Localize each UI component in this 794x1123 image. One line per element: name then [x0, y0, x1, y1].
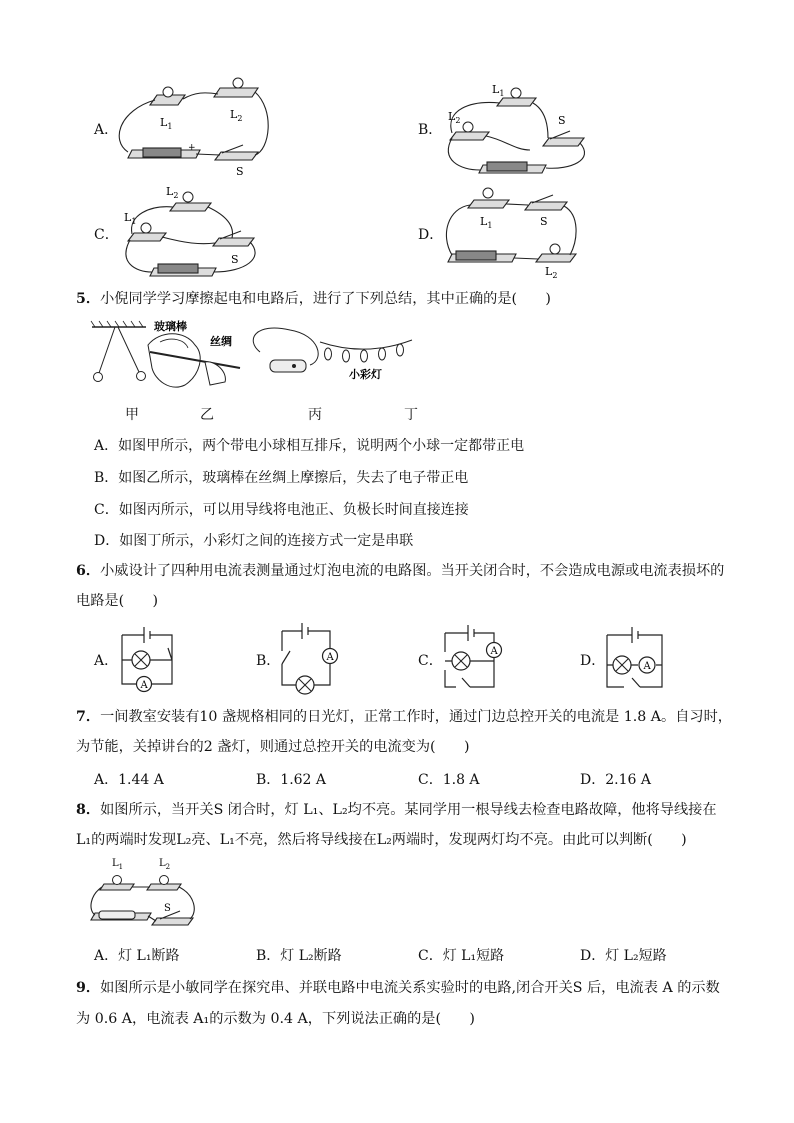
q6-option-a[interactable]: A． — [94, 653, 119, 669]
q5-label-small-lights: 小彩灯 — [349, 368, 382, 381]
q4b-l1: $L_1$ — [492, 83, 505, 98]
q5-label-glass-rod: 玻璃棒 — [154, 320, 187, 333]
q4c-s: S — [231, 253, 239, 266]
q4-option-a-label[interactable]: A． — [94, 122, 119, 138]
q4d-l1: $L_1$ — [480, 215, 493, 230]
q4-option-c-label[interactable]: C． — [94, 227, 119, 243]
svg-text:A: A — [326, 652, 334, 663]
q4b-s: S — [558, 114, 566, 127]
q9-stem-line1: 9．如图所示是小敏同学在探究串、并联电路中电流关系实验时的电路,闭合开关S 后，电流表 A 的示数 — [76, 980, 720, 996]
q5-option-c[interactable]: C．如图丙所示，可以用导线将电池正、负极长时间直接连接 — [94, 502, 469, 518]
q8-switch-s: S — [164, 903, 171, 914]
q6-option-b[interactable]: B． — [256, 653, 281, 669]
q5-caption-yi: 乙 — [200, 407, 214, 423]
q4d-l2: $L_2$ — [545, 265, 558, 280]
q4a-s: S — [236, 165, 244, 178]
q6-stem-line1: 6．小威设计了四种用电流表测量通过灯泡电流的电路图。当开关闭合时，不会造成电源或电流表损坏的 — [76, 563, 725, 579]
q4-option-d-label[interactable]: D． — [418, 227, 444, 243]
q4d-s: S — [540, 215, 548, 228]
q8-option-a[interactable]: A．灯 L₁断路 — [94, 948, 180, 964]
q7-option-b[interactable]: B．1.62 A — [256, 772, 327, 788]
q8-lamp-l1: $L_1$ — [112, 858, 124, 871]
q8-stem-line1: 8．如图所示，当开关S 闭合时，灯 L₁、L₂均不亮。某同学用一根导线去检查电路故障，他将导线接在 — [76, 802, 717, 818]
q4a-l2: $L_2$ — [230, 108, 243, 123]
q8-lamp-l2: $L_2$ — [159, 858, 171, 871]
q6-option-d[interactable]: D． — [580, 653, 606, 669]
q5-caption-bing: 丙 — [308, 407, 322, 423]
q7-option-d[interactable]: D．2.16 A — [580, 772, 651, 788]
q5-option-d[interactable]: D．如图丁所示，小彩灯之间的连接方式一定是串联 — [94, 533, 414, 549]
q4c-l2: $L_2$ — [166, 185, 179, 200]
svg-text:A: A — [490, 646, 498, 657]
q5-label-silk: 丝绸 — [210, 335, 232, 348]
q8-option-b[interactable]: B．灯 L₂断路 — [256, 948, 342, 964]
svg-text:+: + — [188, 143, 196, 153]
q8-option-d[interactable]: D．灯 L₂短路 — [580, 948, 667, 964]
q4a-l1: $L_1$ — [160, 116, 173, 131]
q5-stem: 5．小倪同学学习摩擦起电和电路后，进行了下列总结，其中正确的是( ) — [76, 291, 551, 307]
q4-option-b-label[interactable]: B． — [418, 122, 443, 138]
q4c-l1: $L_1$ — [124, 211, 137, 226]
q7-stem-line2: 为节能，关掉讲台的2 盏灯，则通过总控开关的电流变为( ) — [76, 739, 470, 755]
q8-option-c[interactable]: C．灯 L₁短路 — [418, 948, 505, 964]
q6-stem-line2: 电路是( ) — [76, 593, 159, 609]
q7-option-a[interactable]: A．1.44 A — [94, 772, 164, 788]
q9-stem-line2: 为 0.6 A，电流表 A₁的示数为 0.4 A，下列说法正确的是( ) — [76, 1011, 475, 1027]
q5-option-b[interactable]: B．如图乙所示，玻璃棒在丝绸上摩擦后，失去了电子带正电 — [94, 470, 469, 486]
svg-text:A: A — [140, 680, 148, 691]
q7-option-c[interactable]: C．1.8 A — [418, 772, 480, 788]
q4b-l2: $L_2$ — [448, 110, 461, 125]
q7-stem-line1: 7．一间教室安装有10 盏规格相同的日光灯，正常工作时，通过门边总控开关的电流是 1.8 A。自习时， — [76, 709, 732, 725]
svg-text:A: A — [643, 661, 651, 672]
q5-option-a[interactable]: A．如图甲所示，两个带电小球相互排斥，说明两个小球一定都带正电 — [94, 438, 525, 454]
q5-caption-jia: 甲 — [125, 407, 139, 423]
q5-caption-ding: 丁 — [404, 407, 418, 423]
q6-option-c[interactable]: C． — [418, 653, 443, 669]
q8-stem-line2: L₁的两端时发现L₂亮、L₁不亮，然后将导线接在L₂两端时，发现两灯均不亮。由此可以判断( ) — [76, 832, 687, 848]
